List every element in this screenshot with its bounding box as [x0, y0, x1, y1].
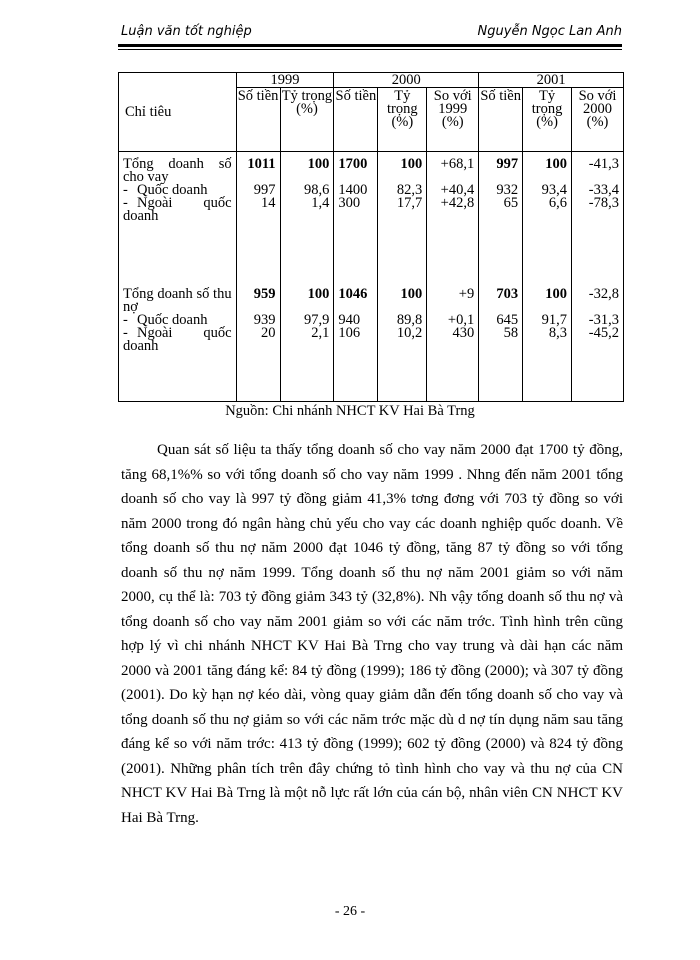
loans-2000-share [378, 152, 427, 282]
table-cell: -33,4 [588, 182, 619, 198]
col-header-share-1999: Tỷ trọng (%) [280, 88, 334, 152]
loans-title: Tổng doanh số cho vay [123, 156, 232, 185]
statistics-table [118, 72, 624, 402]
col-header-vs-1999: So với 1999 (%) [427, 88, 479, 152]
header-right-author: Nguyễn Ngọc Lan Anh [477, 24, 622, 39]
table-cell: 97,9 [304, 311, 330, 328]
table-cell: 6,6 [548, 195, 568, 211]
table-cell: 100 [307, 156, 330, 172]
loans-dash-2: - [123, 195, 128, 211]
collections-1999-amount [236, 282, 280, 402]
table-cell: 2,1 [311, 324, 330, 341]
table-cell: 100 [545, 156, 568, 172]
col-header-amount-2001: Số tiền [479, 88, 523, 152]
table-cell: 93,4 [541, 182, 568, 198]
table-cell: 91,7 [541, 311, 568, 328]
collections-2001-amount [479, 282, 523, 402]
collections-sub-nonstate: Ngoài quốc doanh [123, 324, 232, 354]
table-cell: -32,8 [588, 285, 619, 302]
collections-1999-share [280, 282, 334, 402]
table-cell: 1700 [338, 156, 368, 172]
table-cell: 1011 [247, 156, 276, 172]
table-cell: 65 [503, 195, 519, 211]
criteria-header: Chỉ tiêu [119, 73, 237, 152]
header-left-title: Luận văn tốt nghiệp [121, 24, 252, 39]
col-header-share-2000: Tỷ trọng (%) [378, 88, 427, 152]
col-header-amount-1999: Số tiền [236, 88, 280, 152]
table-cell: 932 [496, 182, 519, 198]
col-header-amount-2000: Số tiền [334, 88, 378, 152]
table-cell: 89,8 [396, 311, 423, 328]
loans-2001-vs-2000 [572, 152, 624, 282]
table-cell: 8,3 [548, 324, 568, 341]
criteria-loans [119, 152, 237, 282]
table-cell: 1,4 [311, 195, 330, 211]
table-cell: -45,2 [588, 324, 619, 341]
loans-1999-amount [236, 152, 280, 282]
table-cell: +0,1 [447, 311, 475, 328]
table-cell: 997 [496, 156, 519, 172]
table-cell: 430 [452, 324, 475, 341]
table-cell: 997 [253, 182, 276, 198]
table-cell: 58 [503, 324, 519, 341]
loans-2001-share [523, 152, 572, 282]
table-cell: +9 [458, 285, 475, 302]
table-cell: -78,3 [588, 195, 619, 211]
table-cell: -31,3 [588, 311, 619, 328]
table-cell: 959 [253, 285, 276, 302]
loans-sub-state: Quốc doanh [137, 182, 208, 198]
loans-2001-amount [479, 152, 523, 282]
table-cell: 82,3 [396, 182, 423, 198]
table-cell: -41,3 [588, 156, 619, 172]
table-cell: 106 [338, 324, 361, 341]
table-cell: 939 [253, 311, 276, 328]
table-source-caption: Nguồn: Chi nhánh NHCT KV Hai Bà Trng [225, 403, 475, 419]
header-rule-thin [118, 49, 622, 50]
table-cell: +40,4 [440, 182, 475, 198]
table-cell: +68,1 [440, 156, 475, 172]
table-cell: 100 [400, 285, 423, 302]
col-header-vs-2000: So với 2000 (%) [572, 88, 624, 152]
loans-2000-amount [334, 152, 378, 282]
body-paragraph: Quan sát số liệu ta thấy tổng doanh số cho vay năm 2000 đạt 1700 tỷ đồng, tăng 68,1%% so với tổng doanh số cho vay năm 1999 . Nhng đến năm 2001 tổng doanh số cho vay là 997 tỷ đồng giảm 41,3% tơng đơng với 703 tỷ đồng so với năm 2000 trong đó ngân hàng chủ yếu cho vay các doanh nghiệp quốc doanh. Về tổng doanh số thu nợ năm 2000 đạt 1046 tỷ đồng, tăng 87 tỷ đồng so với tổng doanh số thu nợ năm 1999. Tổng doanh số thu nợ năm 2001 giảm so với năm 2000, cụ thể là: 703 tỷ đồng giảm 343 tỷ (32,8%). Nh vậy tổng doanh số thu nợ và tổng doanh số cho vay năm 2001 giảm so với các năm trớc. Tình hình trên cũng hợp lý vì chi nhánh NHCT KV Hai Bà Trng cho vay trung và dài hạn các năm 2000 và 2001 tăng đáng kể: 84 tỷ đồng (1999); 186 tỷ đồng (2000); và 307 tỷ đồng (2001). Do kỳ hạn nợ kéo dài, vòng quay giảm dẫn đến tổng doanh số cho vay và tổng doanh số thu nợ giảm so với các năm trớc mặc dù d nợ tín dụng năm sau tăng đáng kể so với năm trớc: 413 tỷ đồng (1999); 602 tỷ đồng (2000) và 824 tỷ đồng (2001). Những phân tích trên đây chứng tỏ tình hình cho vay và thu nợ của CN NHCT KV Hai Bà Trng là một nỗ lực rất lớn của cán bộ, nhân viên CN NHCT KV Hai Bà Trng. [121, 442, 623, 826]
criteria-collections [119, 282, 237, 402]
table-cell: 1046 [338, 285, 368, 302]
table-cell: 300 [338, 195, 361, 211]
loans-2000-vs-1999 [427, 152, 479, 282]
collections-2000-share [378, 282, 427, 402]
table-cell: 20 [261, 324, 276, 341]
collections-2000-amount [334, 282, 378, 402]
table-cell: 1400 [338, 182, 368, 198]
collections-2001-share [523, 282, 572, 402]
table-cell: 100 [307, 285, 330, 302]
year-2000-header: 2000 [334, 73, 479, 88]
collections-dash-2: - [123, 324, 128, 341]
year-1999-header: 1999 [236, 73, 334, 88]
page-number: - 26 - [334, 904, 366, 919]
table-cell: 645 [496, 311, 519, 328]
year-2001-header: 2001 [479, 73, 624, 88]
collections-2000-vs-1999 [427, 282, 479, 402]
table-cell: 17,7 [396, 195, 423, 211]
loans-1999-share [280, 152, 334, 282]
loans-sub-nonstate: Ngoài quốc doanh [123, 195, 232, 224]
collections-2001-vs-2000 [572, 282, 624, 402]
table-cell: 14 [261, 195, 276, 211]
header-rule-thick [118, 44, 622, 47]
table-cell: 100 [400, 156, 423, 172]
collections-dash-1: - [123, 311, 128, 328]
loans-dash-1: - [123, 182, 128, 198]
table-cell: 703 [496, 285, 519, 302]
collections-sub-state: Quốc doanh [137, 311, 208, 328]
table-cell: 940 [338, 311, 361, 328]
table-cell: 98,6 [304, 182, 330, 198]
table-cell: +42,8 [440, 195, 475, 211]
collections-title: Tổng doanh số thu nợ [123, 285, 232, 315]
table-cell: 100 [545, 285, 568, 302]
table-cell: 10,2 [396, 324, 423, 341]
col-header-share-2001: Tỷ trọng (%) [523, 88, 572, 152]
